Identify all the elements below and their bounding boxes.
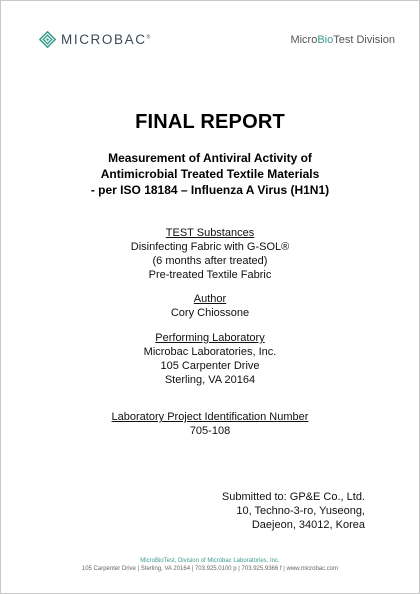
submitted-line: 10, Techno-3-ro, Yuseong, bbox=[236, 505, 365, 517]
test-substance-line: Pre-treated Textile Fabric bbox=[148, 269, 272, 281]
division-name bbox=[290, 34, 395, 46]
division-prefix: Micro bbox=[290, 34, 318, 46]
test-substances-heading: TEST Substances bbox=[165, 227, 255, 239]
test-substances-section bbox=[1, 226, 419, 282]
submitted-to-block bbox=[222, 490, 365, 532]
author-name: Cory Chiossone bbox=[170, 307, 250, 319]
subtitle-line: Measurement of Antiviral Activity of bbox=[108, 151, 312, 165]
report-title: FINAL REPORT bbox=[135, 111, 285, 133]
laboratory-line: Microbac Laboratories, Inc. bbox=[143, 346, 277, 358]
project-number: 705-108 bbox=[189, 425, 231, 437]
microbac-logo bbox=[39, 31, 150, 48]
page-footer bbox=[1, 557, 419, 573]
test-substance-line: Disinfecting Fabric with G-SOL® bbox=[130, 241, 290, 253]
laboratory-line: 105 Carpenter Drive bbox=[160, 360, 260, 372]
report-subtitle bbox=[1, 150, 419, 198]
project-heading: Laboratory Project Identification Number bbox=[111, 411, 309, 423]
laboratory-section bbox=[1, 331, 419, 387]
author-heading: Author bbox=[193, 293, 227, 305]
laboratory-heading: Performing Laboratory bbox=[155, 332, 265, 344]
project-section bbox=[1, 410, 419, 438]
submitted-line: Submitted to: GP&E Co., Ltd. bbox=[221, 491, 365, 503]
submitted-line: Daejeon, 34012, Korea bbox=[251, 519, 365, 531]
laboratory-line: Sterling, VA 20164 bbox=[164, 374, 256, 386]
subtitle-line: - per ISO 18184 – Influenza A Virus (H1N1) bbox=[90, 183, 330, 197]
test-substance-line: (6 months after treated) bbox=[152, 255, 268, 267]
subtitle-line: Antimicrobial Treated Textile Materials bbox=[100, 167, 320, 181]
registered-mark: ® bbox=[146, 34, 151, 41]
footer-line: 105 Carpenter Drive | Sterling, VA 20164 | 703.925.0100 p | 703.925.9366 f | www.microbac.com bbox=[81, 566, 339, 572]
author-section bbox=[1, 292, 419, 320]
microbac-logo-icon bbox=[39, 31, 56, 48]
footer-line: MicroBioTest, Division of Microbac Laboratories, Inc. bbox=[140, 558, 280, 564]
logo-wordmark: MICROBAC bbox=[61, 32, 147, 47]
division-bio: Bio bbox=[317, 34, 334, 46]
division-suffix: Test Division bbox=[333, 34, 395, 46]
report-header bbox=[39, 31, 395, 55]
